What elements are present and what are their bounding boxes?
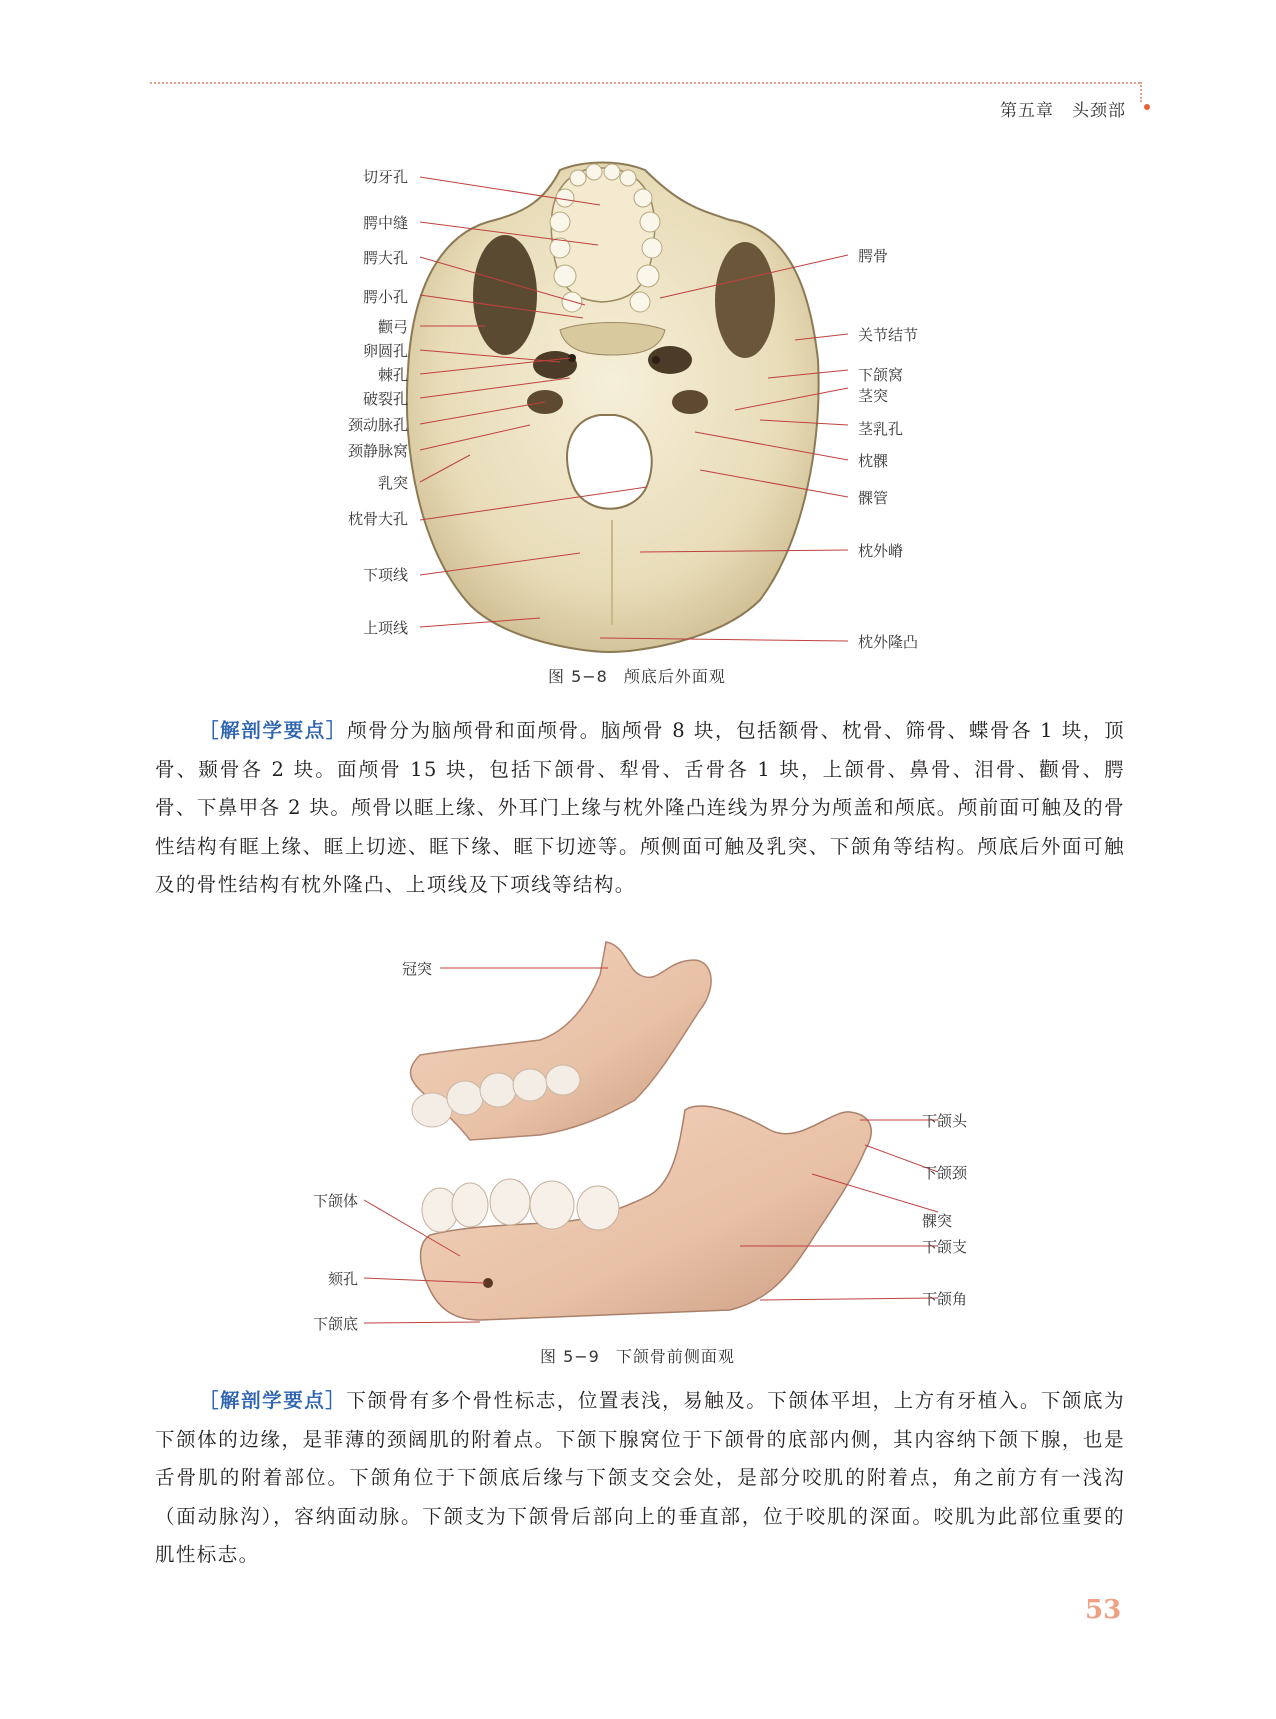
label-mandibular-neck: 下颌颈: [922, 1164, 968, 1182]
label-foramen-ovale: 卵圆孔: [363, 342, 409, 360]
label-styloid-process: 茎突: [858, 387, 889, 405]
label-articular-tubercle: 关节结节: [858, 326, 919, 344]
figure1-number: 图 5−8: [548, 667, 608, 686]
label-greater-palatine-foramen: 腭大孔: [363, 249, 409, 267]
label-carotid-foramen: 颈动脉孔: [348, 416, 409, 434]
label-median-palatine-suture: 腭中缝: [363, 214, 409, 232]
figure2-number: 图 5−9: [540, 1347, 600, 1366]
label-mandibular-angle: 下颌角: [922, 1290, 968, 1308]
label-mandibular-base: 下颌底: [313, 1315, 359, 1333]
paragraph-1-text: 颅骨分为脑颅骨和面颅骨。脑颅骨 8 块，包括额骨、枕骨、筛骨、蝶骨各 1 块，顶骨、颞骨各 2 块。面颅骨 15 块，包括下颌骨、犁骨、舌骨各 1 块，上颌骨、鼻骨、泪骨、颧骨、腭骨、下鼻甲各 2 块。颅骨以眶上缘、外耳门上缘与枕外隆凸连线为界分为颅盖和颅底。颅前面可触及的骨性结构有眶上缘、眶上切迹、眶下缘、眶下切迹等。颅侧面可触及乳突、下颌角等结构。颅底后外面可触及的骨性结构有枕外隆凸、上项线及下项线等结构。: [155, 719, 1125, 896]
label-stylomastoid-foramen: 茎乳孔: [858, 420, 904, 438]
paragraph-2: [155, 1382, 1125, 1575]
paragraph-1: [155, 712, 1125, 905]
label-foramen-spinosum: 棘孔: [378, 366, 409, 384]
label-inferior-nuchal-line: 下项线: [363, 566, 409, 584]
label-mandibular-fossa: 下颌窝: [858, 366, 904, 384]
label-mandibular-head: 下颌头: [922, 1112, 968, 1130]
label-mental-foramen: 颏孔: [328, 1270, 359, 1288]
figure2-title: 下颌骨前侧面观: [615, 1347, 735, 1366]
label-condylar-canal: 髁管: [858, 489, 889, 507]
label-mandibular-ramus: 下颌支: [922, 1238, 968, 1256]
figure1-title: 颅底后外面观: [623, 667, 726, 686]
skull-base-figure: [0, 0, 1276, 700]
figure2-caption: [540, 1344, 735, 1367]
label-zygomatic-arch: 颧弓: [378, 318, 409, 336]
paragraph-2-text: 下颌骨有多个骨性标志，位置表浅，易触及。下颌体平坦，上方有牙植入。下颌底为下颌体的边缘，是菲薄的颈阔肌的附着点。下颌下腺窝位于下颌骨的底部内侧，其内容纳下颌下腺，也是舌骨肌的附着部位。下颌角位于下颌底后缘与下颌支交会处，是部分咬肌的附着点，角之前方有一浅沟（面动脉沟），容纳面动脉。下颌支为下颌骨后部向上的垂直部，位于咬肌的深面。咬肌为此部位重要的肌性标志。: [155, 1389, 1125, 1566]
label-superior-nuchal-line: 上项线: [363, 619, 409, 637]
mandible-image: [411, 942, 872, 1320]
label-incisive-foramen: 切牙孔: [363, 168, 409, 186]
label-condylar-process: 髁突: [922, 1212, 953, 1230]
label-lesser-palatine-foramen: 腭小孔: [363, 288, 409, 306]
paragraph-2-key: ［解剖学要点］: [199, 1389, 347, 1412]
label-occipital-condyle: 枕髁: [858, 452, 889, 470]
label-mastoid-process: 乳突: [378, 474, 409, 492]
skull-image: [407, 163, 819, 653]
label-foramen-lacerum: 破裂孔: [363, 390, 409, 408]
label-palatine-bone: 腭骨: [858, 247, 889, 265]
page-number: 53: [1085, 1595, 1122, 1625]
label-coronoid-process: 冠突: [402, 960, 433, 978]
label-jugular-fossa: 颈静脉窝: [348, 442, 409, 460]
paragraph-1-key: ［解剖学要点］: [199, 719, 348, 742]
figure1-caption: [548, 664, 726, 687]
label-external-occipital-crest: 枕外嵴: [858, 542, 904, 560]
label-mandibular-body: 下颌体: [313, 1192, 359, 1210]
mandible-figure: [0, 920, 1276, 1340]
label-foramen-magnum: 枕骨大孔: [348, 510, 409, 528]
label-external-occipital-protuberance: 枕外隆凸: [858, 633, 919, 651]
chapter-title: 第五章 头颈部: [1000, 101, 1126, 121]
